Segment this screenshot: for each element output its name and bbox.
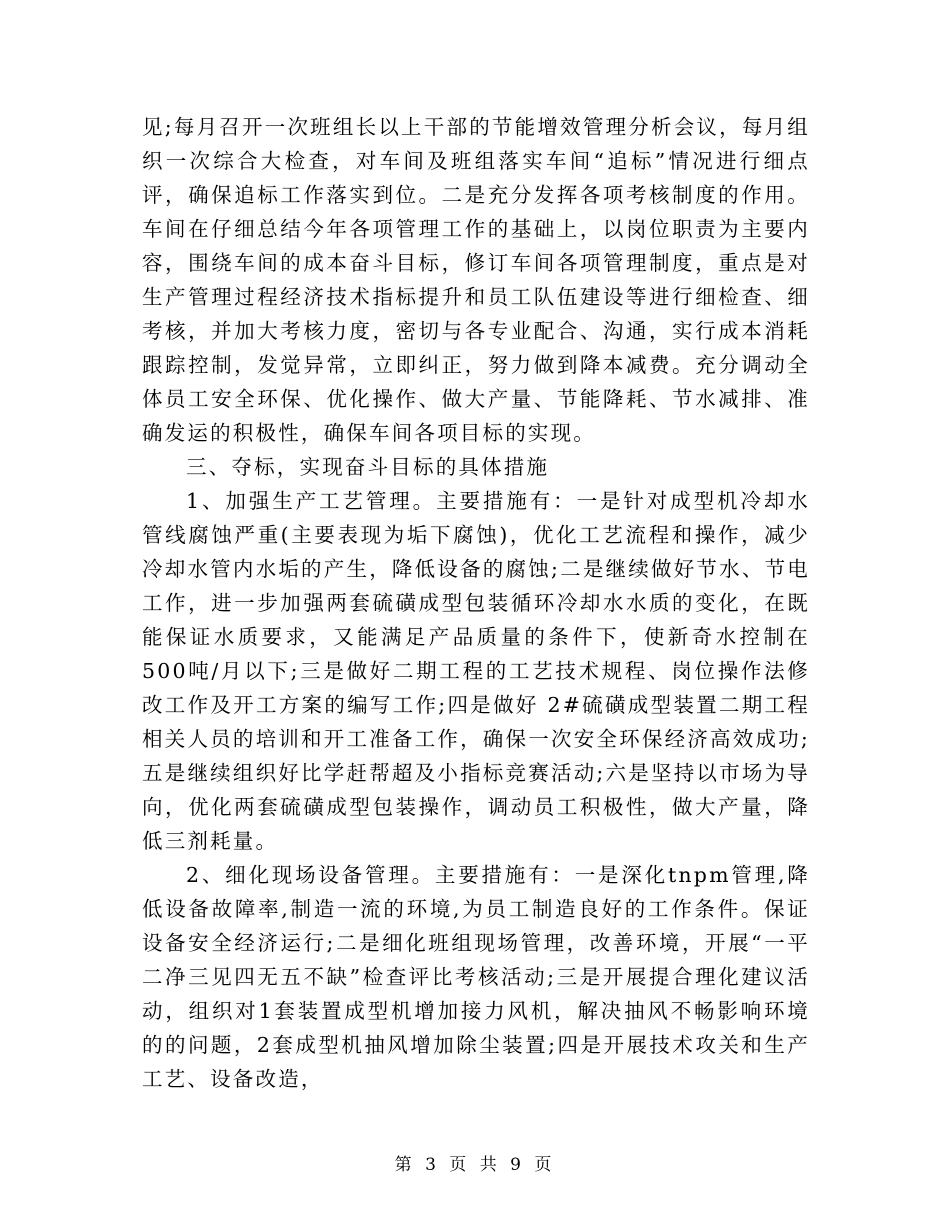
paragraph-continuation: 见;每月召开一次班组长以上干部的节能增效管理分析会议，每月组织一次综合大检查，对车间及班组落实车间“追标”情况进行细点评，确保追标工作落实到位。二是充分发挥各项考核制度的作用。车间在仔细总结今年各项管理工作的基础上，以岗位职责为主要内容，围绕车间的成本奋斗目标，修订车间各项管理制度，重点是对生产管理过程经济技术指标提升和员工队伍建设等进行细检查、细考核，并加大考核力度，密切与各专业配合、沟通，实行成本消耗跟踪控制，发觉异常，立即纠正，努力做到降本减费。充分调动全体员工安全环保、优化操作、做大产量、节能降耗、节水减排、准确发运的积极性，确保车间各项目标的实现。 <box>142 115 810 445</box>
page-number-footer: 第 3 页 共 9 页 <box>394 1155 556 1175</box>
paragraph-equipment-management: 2、细化现场设备管理。主要措施有：一是深化tnpm管理,降低设备故障率,制造一流的环境,为员工制造良好的工作条件。保证设备安全经济运行;二是细化班组现场管理，改善环境，开展“一平二净三见四无五不缺”检查评比考核活动;三是开展提合理化建议活动，组织对1套装置成型机增加接力风机，解决抽风不畅影响环境的的问题，2套成型机抽风增加除尘装置;四是开展技术攻关和生产工艺、设备改造， <box>142 863 810 1091</box>
section-heading-three: 三、夺标，实现奋斗目标的具体措施 <box>186 455 550 479</box>
paragraph-process-management: 1、加强生产工艺管理。主要措施有：一是针对成型机冷却水管线腐蚀严重(主要表现为垢下腐蚀)，优化工艺流程和操作，减少冷却水管内水垢的产生，降低设备的腐蚀;二是继续做好节水、节电工作，进一步加强两套硫磺成型包装循环冷却水水质的变化，在既能保证水质要求，又能满足产品质量的条件下，使新奇水控制在 500吨/月以下;三是做好二期工程的工艺技术规程、岗位操作法修改工作及开工方案的编写工作;四是做好 2#硫磺成型装置二期工程相关人员的培训和开工准备工作，确保一次安全环保经济高效成功;五是继续组织好比学赶帮超及小指标竞赛活动;六是坚持以市场为导向，优化两套硫磺成型包装操作，调动员工积极性，做大产量，降低三剂耗量。 <box>142 489 810 853</box>
document-body <box>142 110 810 1096</box>
